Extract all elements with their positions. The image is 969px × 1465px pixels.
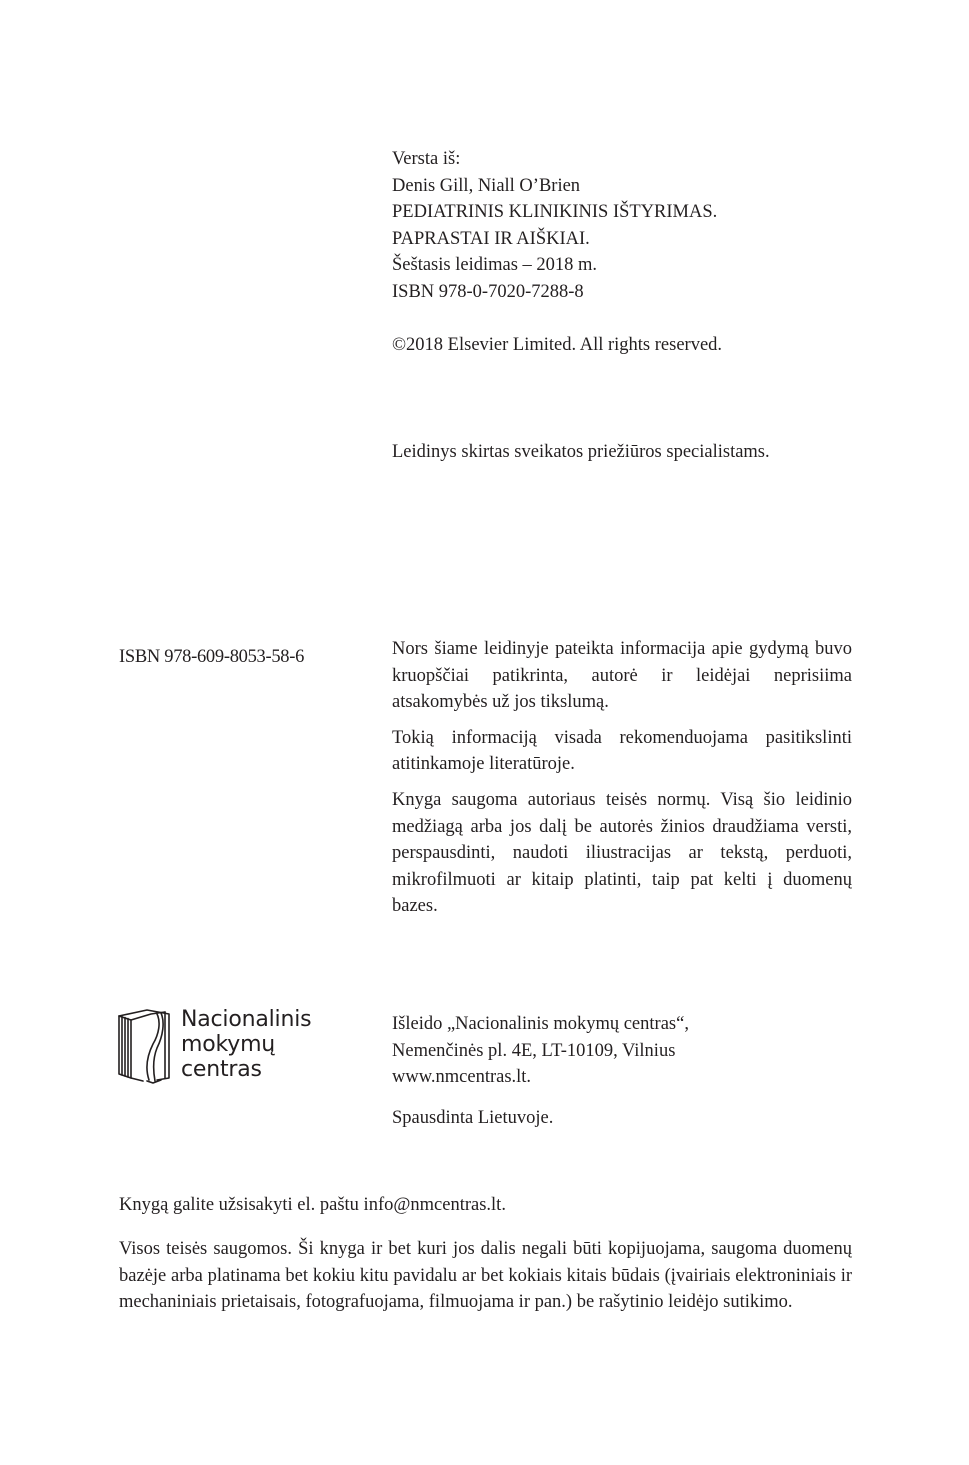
publisher-address: Nemenčinės pl. 4E, LT-10109, Vilnius — [392, 1040, 676, 1061]
original-isbn: ISBN 978-0-7020-7288-8 — [392, 281, 584, 302]
translated-from-label: Versta iš: — [392, 149, 461, 169]
disclaimer — [392, 636, 852, 920]
original-subtitle: PAPRASTAI IR AIŠKIAI. — [392, 228, 590, 249]
original-edition: Šeštasis leidimas – 2018 m. — [392, 255, 598, 276]
logo-text-line: Nacionalinis — [181, 1007, 312, 1032]
isbn: ISBN 978-609-8053-58-6 — [119, 647, 305, 667]
publisher-info — [392, 1011, 852, 1091]
original-title: PEDIATRINIS KLINIKINIS IŠTYRIMAS. — [392, 202, 718, 223]
original-authors: Denis Gill, Niall O’Brien — [392, 175, 581, 196]
publisher-name: Išleido „Nacionalinis mokymų centras“, — [392, 1014, 689, 1034]
translation-info — [392, 146, 852, 306]
publisher-website: www.nmcentras.lt. — [392, 1067, 532, 1088]
logo-wordmark — [181, 1007, 311, 1082]
logo-text-line: mokymų — [181, 1032, 276, 1057]
disclaimer-paragraph: Nors šiame leidinyje pateikta informacija apie gydymą buvo kruopščiai patikrinta, autorė ir leidėjai neprisiima atsakomybės už jos tikslumą. — [392, 639, 852, 713]
open-book-icon — [117, 1008, 179, 1084]
logo-text-line: centras — [181, 1057, 262, 1082]
copyright-notice: ©2018 Elsevier Limited. All rights reserved. — [392, 335, 723, 355]
disclaimer-paragraph: Tokią informaciją visada rekomenduojama pasitikslinti atitinkamoje literatūroje. — [392, 727, 852, 775]
disclaimer-paragraph: Knyga saugoma autoriaus teisės normų. Visą šio leidinio medžiagą arba jos dalį be autorės žinios draudžiama versti, perspausdinti, naudoti iliustracijas ar tekstą, perduoti, mikrofilmuoti ar kitaip platinti, taip pat kelti į duomenų bazes. — [392, 789, 852, 917]
rights-notice: Visos teisės saugomos. Ši knyga ir bet kuri jos dalis negali būti kopijuojama, saugoma duomenų bazėje arba platinama bet kokiu kitu pavidalu ar bet kokiais kitais būdais (įvairiais elektroniniais ir mechaniniais prietaisais, fotografuojama, filmuojama ir pan.) be rašytinio leidėjo sutikimo. — [119, 1239, 852, 1313]
printed-in: Spausdinta Lietuvoje. — [392, 1108, 554, 1128]
publisher-logo — [117, 1008, 347, 1088]
order-info: Knygą galite užsisakyti el. paštu info@nmcentras.lt. — [119, 1195, 506, 1215]
audience-note: Leidinys skirtas sveikatos priežiūros specialistams. — [392, 442, 770, 462]
